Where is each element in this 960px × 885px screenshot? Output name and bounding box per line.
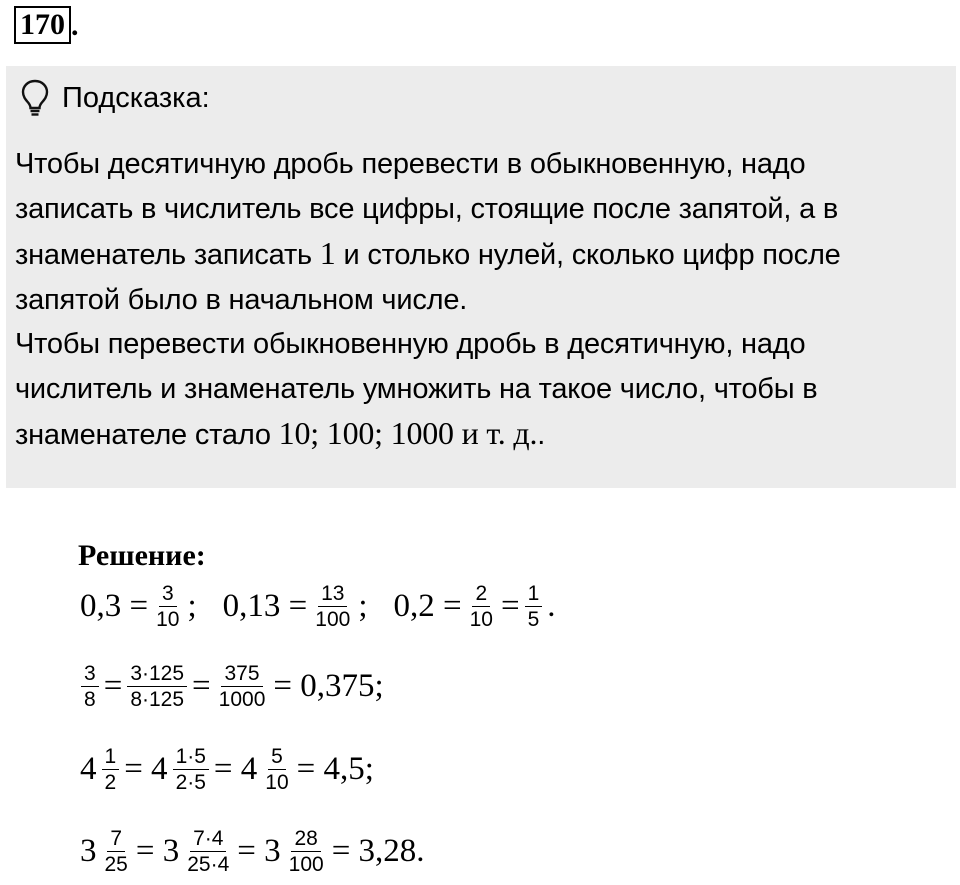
hint-title: Подсказка: xyxy=(62,82,210,114)
expr-0-13: 0,13 = xyxy=(222,588,308,624)
denominator: 100 xyxy=(315,608,351,631)
fraction xyxy=(216,661,269,712)
numerator: 375 xyxy=(221,661,262,687)
equals-whole: = 4 xyxy=(213,751,258,787)
expr-0-2: 0,2 = xyxy=(393,588,462,624)
hint-line-7-end: . xyxy=(537,419,546,451)
equals-sign: = xyxy=(192,668,211,704)
hint-line-2: записать в числитель все цифры, стоящие после запятой, а в xyxy=(15,192,839,225)
equals-whole: = 4 xyxy=(124,751,168,787)
equation-row-1 xyxy=(78,581,558,632)
numerator: 7 xyxy=(107,826,125,852)
end-period: . xyxy=(547,588,556,624)
hint-number-one: 1 xyxy=(319,235,336,271)
separator: ; xyxy=(187,588,197,624)
equals-whole: = 3 xyxy=(237,833,281,869)
hint-panel xyxy=(6,66,956,488)
denominator: 1000 xyxy=(218,688,266,711)
fraction xyxy=(312,581,353,632)
denominator: 5 xyxy=(527,608,540,631)
lightbulb-icon xyxy=(20,78,50,118)
result: = 0,375; xyxy=(273,668,384,704)
hint-header xyxy=(20,78,210,118)
numerator: 7·4 xyxy=(190,826,226,852)
equals-whole: = 3 xyxy=(135,833,180,869)
numerator: 3 xyxy=(81,661,99,687)
solution-title: Решение: xyxy=(78,539,206,572)
fraction xyxy=(184,826,232,877)
denominator: 25 xyxy=(104,853,128,876)
denominator: 100 xyxy=(288,853,324,876)
result: = 4,5; xyxy=(296,751,374,787)
denominator: 10 xyxy=(469,608,493,631)
fraction xyxy=(127,661,187,712)
numerator: 13 xyxy=(318,581,347,607)
numerator: 3 xyxy=(159,581,177,607)
denominator: 8·125 xyxy=(130,688,185,711)
hint-line-5: Чтобы перевести обыкновенную дробь в десятичную, надо xyxy=(15,328,806,360)
equals-sign: = xyxy=(103,668,123,704)
hint-line-3 xyxy=(15,231,950,278)
fraction xyxy=(102,826,131,877)
hint-powers-of-ten: 10; 100; 1000 и т. д. xyxy=(278,415,538,451)
numerator: 3·125 xyxy=(127,661,187,687)
hint-line-4: запятой было в начальном числе. xyxy=(15,283,468,316)
hint-text xyxy=(15,142,950,458)
fraction xyxy=(467,581,496,632)
numerator: 5 xyxy=(268,744,286,770)
hint-line-3-end: и столько нулей, сколько цифр после xyxy=(335,239,841,271)
fraction xyxy=(81,661,99,712)
task-number xyxy=(14,6,79,42)
fraction xyxy=(173,744,209,795)
numerator: 2 xyxy=(472,581,490,607)
equation-row-4 xyxy=(78,826,427,877)
equals-sign: = xyxy=(500,588,520,624)
hint-line-1: Чтобы десятичную дробь перевести в обыкновенную, надо xyxy=(15,148,806,180)
numerator: 1 xyxy=(525,581,543,607)
hint-line-7 xyxy=(15,411,950,458)
equation-row-2 xyxy=(78,661,386,712)
fraction xyxy=(262,744,291,795)
numerator: 1 xyxy=(102,744,120,770)
fraction xyxy=(102,744,120,795)
separator: ; xyxy=(358,588,368,624)
hint-line-6: числитель и знаменатель умножить на такое число, чтобы в xyxy=(15,372,818,405)
whole-part: 3 xyxy=(80,833,97,869)
numerator: 28 xyxy=(291,826,320,852)
fraction xyxy=(286,826,327,877)
denominator: 2 xyxy=(104,771,117,794)
hint-line-3-start: знаменатель записать xyxy=(15,239,320,271)
hint-line-7-start: знаменателе стало xyxy=(15,419,279,451)
whole-part: 4 xyxy=(80,751,97,787)
denominator: 8 xyxy=(84,688,96,711)
expr-0-3: 0,3 = xyxy=(80,588,149,624)
denominator: 10 xyxy=(156,608,180,631)
numerator: 1·5 xyxy=(173,744,209,770)
result: = 3,28. xyxy=(331,833,425,869)
fraction xyxy=(525,581,543,632)
fraction xyxy=(153,581,182,632)
task-number-box: 170 xyxy=(14,6,71,44)
denominator: 10 xyxy=(265,771,289,794)
task-number-dot: . xyxy=(71,9,79,42)
denominator: 2·5 xyxy=(175,771,206,794)
equation-row-3 xyxy=(78,744,376,795)
denominator: 25·4 xyxy=(187,853,230,876)
